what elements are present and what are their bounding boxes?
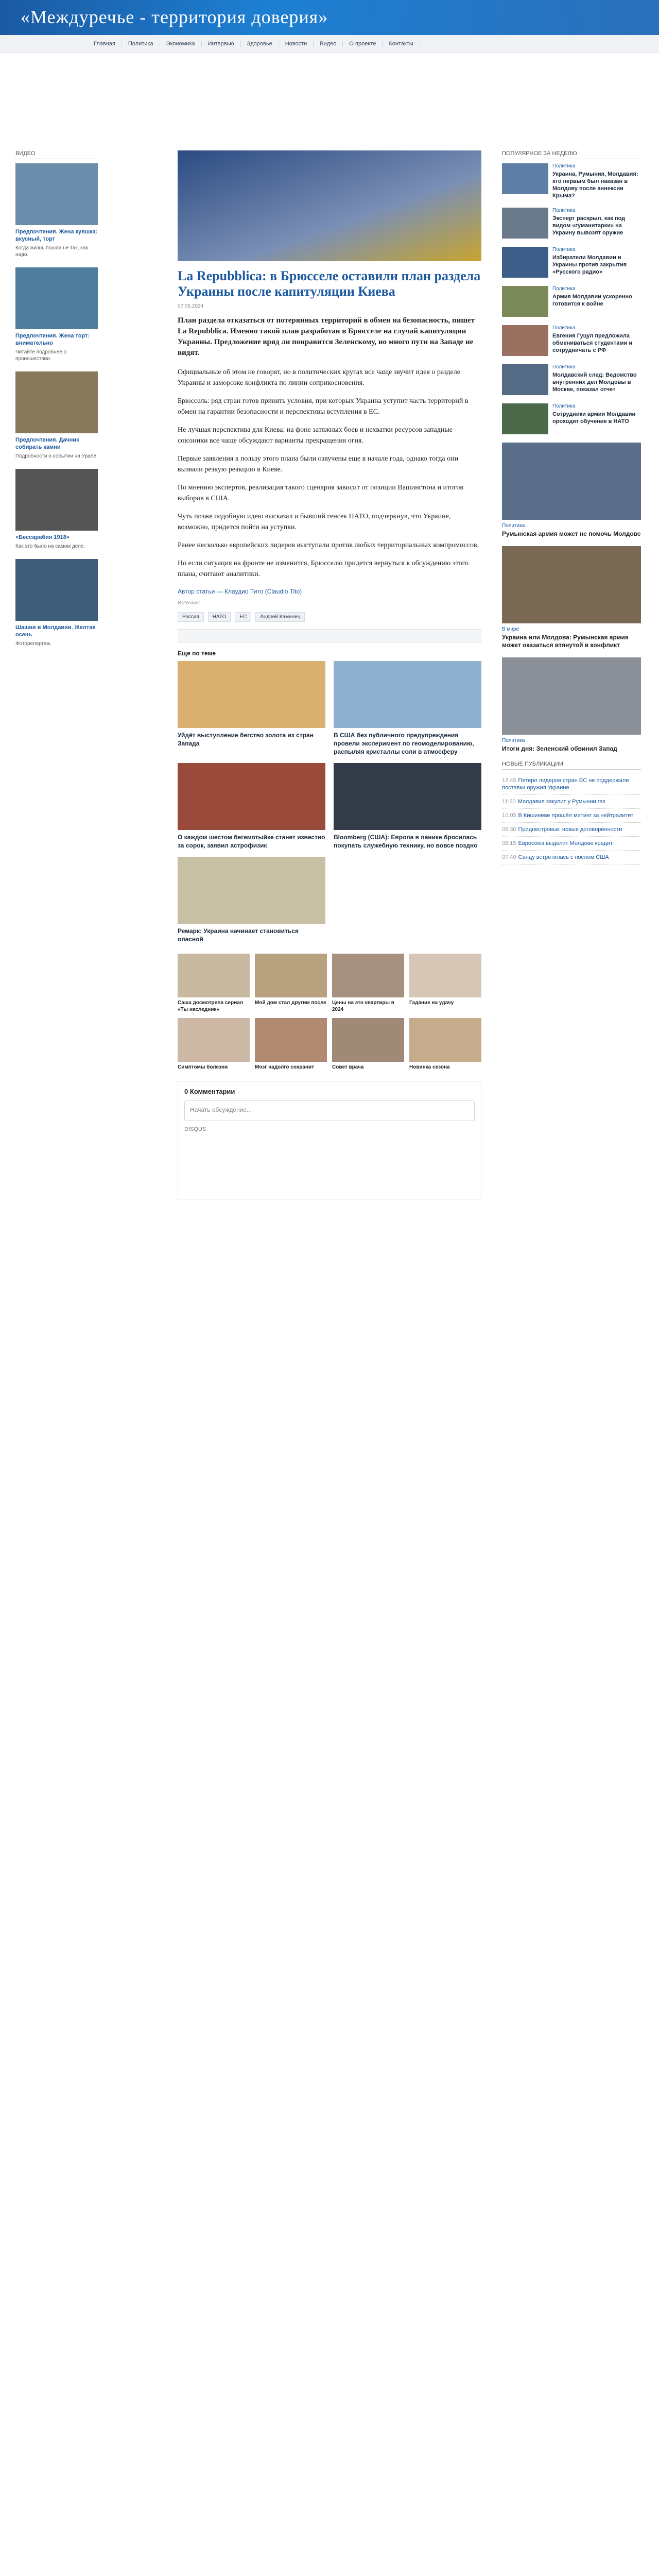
news-title[interactable]: Приднестровье: новые договорённости bbox=[518, 826, 622, 833]
article-title: La Repubblica: в Брюсселе оставили план раздела Украины после капитуляции Киева bbox=[178, 268, 481, 299]
popular-category[interactable]: Политика bbox=[552, 403, 576, 409]
popular-item[interactable] bbox=[502, 325, 641, 356]
ad-title[interactable]: Новинка сезона bbox=[409, 1064, 450, 1070]
article-lead: План раздела отказаться от потерянных территорий в обмен на безопасность, пишет La Repubblica. Именно такой план разработан в Брюсселе на случай капитуляции Украины. Предложение вряд ли понравится Зеленскому, но много пути на Западе не видят. bbox=[178, 316, 475, 357]
feature-title[interactable]: Украина или Молдова: Румынская армия может оказаться втянутой в конфликт bbox=[502, 634, 629, 649]
news-section-label: НОВЫЕ ПУБЛИКАЦИИ bbox=[502, 761, 641, 770]
related-image[interactable] bbox=[178, 661, 325, 728]
popular-image[interactable] bbox=[502, 364, 548, 395]
related-card[interactable] bbox=[178, 857, 325, 943]
popular-title[interactable]: Украина, Румыния, Молдавия: кто первым был наказан в Молдову после аннексии Крыма? bbox=[552, 171, 638, 199]
right-sidebar bbox=[502, 150, 641, 865]
popular-image[interactable] bbox=[502, 403, 548, 434]
nav-item[interactable]: Главная bbox=[88, 41, 122, 47]
popular-title[interactable]: Евгения Гуцул предложила обмениваться студентами и сотрудничать с РФ bbox=[552, 333, 633, 353]
ad-image[interactable] bbox=[178, 954, 250, 997]
nav-item[interactable]: О проекте bbox=[343, 41, 383, 47]
popular-item[interactable] bbox=[502, 163, 641, 199]
popular-image[interactable] bbox=[502, 286, 548, 317]
video-text: Фоторепортаж. bbox=[15, 641, 51, 647]
video-thumbnail[interactable] bbox=[15, 267, 98, 329]
article-tags bbox=[178, 612, 481, 622]
article-date: 07.06.2024 bbox=[178, 303, 204, 309]
news-time: 10:05 bbox=[502, 812, 516, 819]
tag[interactable]: ЕС bbox=[235, 612, 251, 622]
popular-category[interactable]: Политика bbox=[552, 286, 576, 292]
video-thumbnail[interactable] bbox=[15, 163, 98, 225]
ad-image[interactable] bbox=[409, 1018, 481, 1062]
popular-category[interactable]: Политика bbox=[552, 325, 576, 331]
article-paragraph: Первые заявления в пользу этого плана были озвучены еще в начале года, однако тогда они вызвали резкую реакцию в Киеве. bbox=[178, 455, 459, 473]
related-heading: Еще по теме bbox=[178, 650, 216, 657]
ad-card[interactable] bbox=[255, 1018, 327, 1071]
news-time: 07:40 bbox=[502, 854, 516, 860]
comments-count: 0 Комментарии bbox=[184, 1088, 235, 1095]
nav-item[interactable]: Контакты bbox=[383, 41, 420, 47]
left-video-item[interactable] bbox=[15, 559, 98, 647]
ad-card[interactable] bbox=[332, 1018, 404, 1071]
left-video-item[interactable] bbox=[15, 469, 98, 550]
related-title[interactable]: Уйдёт выступление бегство золота из стран Запада bbox=[178, 732, 314, 747]
related-title[interactable]: В США без публичного предупреждения провели эксперимент по геомоделированию, распыляя кристаллы соли в атмосферу bbox=[334, 732, 474, 755]
article-source[interactable]: Источник bbox=[178, 600, 200, 606]
popular-title[interactable]: Молдавский след: Ведомство внутренних дел Молдовы в Москве, показал отчет bbox=[552, 372, 637, 393]
news-time: 11:20 bbox=[502, 799, 516, 805]
ad-image[interactable] bbox=[178, 1018, 250, 1062]
comment-input[interactable]: Начать обсуждение... bbox=[184, 1100, 475, 1121]
popular-image[interactable] bbox=[502, 208, 548, 239]
related-title[interactable]: О каждом шестом бегемотыйке станет известно за сорок, заявил астрофизик bbox=[178, 834, 325, 849]
ad-image[interactable] bbox=[332, 1018, 404, 1062]
article-paragraph: Официальные об этом не говорят, но в политических кругах все чаще звучит идея о разделе Украины и заморозке конфликта по линии соприкосновения. bbox=[178, 368, 460, 387]
related-image[interactable] bbox=[334, 661, 481, 728]
ad-title[interactable]: Мой дом стал другим после bbox=[255, 1000, 326, 1006]
news-title[interactable]: Санду встретилась с послом США bbox=[518, 854, 609, 860]
video-text: Как это было на самом деле. bbox=[15, 544, 85, 549]
popular-category[interactable]: Политика bbox=[552, 163, 576, 169]
nav-item[interactable]: Новости bbox=[279, 41, 314, 47]
nav-item[interactable]: Здоровье bbox=[241, 41, 279, 47]
popular-item[interactable] bbox=[502, 286, 641, 317]
ad-grid bbox=[178, 954, 481, 1071]
ad-title[interactable]: Совет врача bbox=[332, 1064, 364, 1070]
related-grid bbox=[178, 661, 481, 943]
nav-item[interactable]: Экономика bbox=[160, 41, 202, 47]
disqus-logo[interactable]: DISQUS bbox=[184, 1126, 206, 1132]
main-nav bbox=[0, 35, 659, 53]
related-image[interactable] bbox=[178, 763, 325, 830]
tag[interactable]: Андрей Каминец bbox=[255, 612, 305, 622]
ad-card[interactable] bbox=[178, 954, 250, 1013]
news-title[interactable]: Пятеро лидеров стран ЕС не поддержали поставки оружия Украине bbox=[502, 777, 629, 791]
ad-title[interactable]: Саша досмотрела сериал «Ты наследник» bbox=[178, 1000, 244, 1012]
feature-image[interactable] bbox=[502, 443, 641, 520]
related-image[interactable] bbox=[178, 857, 325, 924]
video-title[interactable]: Предпочтения. Жена кувшка: вкусный, торт bbox=[15, 229, 98, 242]
ad-image[interactable] bbox=[255, 1018, 327, 1062]
left-video-item[interactable] bbox=[15, 371, 98, 460]
ad-title[interactable]: Симптомы болезни bbox=[178, 1064, 228, 1070]
popular-title[interactable]: Армия Молдавии ускоренно готовится к войне bbox=[552, 294, 632, 307]
ad-image[interactable] bbox=[255, 954, 327, 997]
ad-card[interactable] bbox=[178, 1018, 250, 1071]
news-item[interactable] bbox=[502, 774, 641, 795]
nav-item[interactable]: Видео bbox=[314, 41, 343, 47]
popular-item[interactable] bbox=[502, 364, 641, 395]
news-item[interactable] bbox=[502, 809, 641, 823]
left-video-item[interactable] bbox=[15, 163, 98, 258]
article-author[interactable]: Автор статьи — Клаудио Тито (Claudio Tito) bbox=[178, 588, 302, 595]
feature-item[interactable] bbox=[502, 443, 641, 538]
popular-item[interactable] bbox=[502, 208, 641, 239]
news-title[interactable]: В Кишинёве прошёл митинг за нейтралитет bbox=[518, 812, 634, 819]
news-item[interactable] bbox=[502, 795, 641, 809]
feature-item[interactable] bbox=[502, 657, 641, 753]
news-item[interactable] bbox=[502, 851, 641, 865]
ad-title[interactable]: Мозг надолго сохранит bbox=[255, 1064, 315, 1070]
popular-category[interactable]: Политика bbox=[552, 208, 576, 213]
ad-card[interactable] bbox=[332, 954, 404, 1013]
feature-image[interactable] bbox=[502, 657, 641, 735]
article-hero-image bbox=[178, 150, 481, 261]
share-bar[interactable] bbox=[178, 629, 481, 642]
news-item[interactable] bbox=[502, 837, 641, 851]
article-paragraph: Чуть позже подобную идею высказал и бывший генсек НАТО, подчеркнув, что Украине, возможно, придется пойти на уступки. bbox=[178, 513, 451, 531]
news-time: 08:15 bbox=[502, 840, 516, 846]
article-paragraph: По мнению экспертов, реализация такого сценария зависит от позиции Вашингтона и итогов выборов в США. bbox=[178, 484, 463, 502]
article-column bbox=[178, 150, 481, 1210]
related-image[interactable] bbox=[334, 763, 481, 830]
video-title[interactable]: Предпочтения. Жена торт: внимательно bbox=[15, 333, 90, 346]
article-paragraph: Но если ситуация на фронте не изменится, Брюсселю придется вернуться к обсуждению этого плана, считают аналитики. bbox=[178, 560, 469, 578]
video-title[interactable]: Предпочтения. Дачник собирать камни bbox=[15, 437, 79, 450]
feature-category[interactable]: В мире bbox=[502, 626, 519, 632]
popular-title[interactable]: Сотрудники армии Молдавии проходят обучение в НАТО bbox=[552, 411, 636, 425]
feature-title[interactable]: Итоги дня: Зеленский обвинил Запад bbox=[502, 745, 617, 752]
popular-image[interactable] bbox=[502, 325, 548, 356]
video-title[interactable]: «Бессарабия 1918» bbox=[15, 534, 70, 540]
ad-card[interactable] bbox=[409, 1018, 481, 1071]
related-title[interactable]: Bloomberg (США): Европа в панике бросилась покупать служебную технику, но вовсе поздно bbox=[334, 834, 478, 849]
ad-card[interactable] bbox=[409, 954, 481, 1013]
popular-title[interactable]: Эксперт раскрыл, как под видом «гуманитарки» на Украину вывозят оружие bbox=[552, 215, 626, 236]
popular-item[interactable] bbox=[502, 247, 641, 278]
site-header bbox=[0, 0, 659, 35]
video-title[interactable]: Шашни в Молдавии. Желтая осень bbox=[15, 624, 96, 638]
nav-item[interactable]: Интервью bbox=[202, 41, 241, 47]
article-paragraph: Ранее несколько европейских лидеров выступали против любых территориальных компромиссов. bbox=[178, 541, 479, 549]
news-item[interactable] bbox=[502, 823, 641, 837]
related-title[interactable]: Ремарк: Украина начинает становиться опасной bbox=[178, 927, 299, 943]
article-paragraph: Брюссель: ряд стран готов принять условия, при которых Украина уступит часть территорий в обмен на гарантии безопасности и перспективы вступления в ЕС. bbox=[178, 397, 469, 416]
news-time: 12:45 bbox=[502, 777, 516, 784]
popular-title[interactable]: Избиратели Молдавии и Украины против закрытия «Русского радио» bbox=[552, 255, 627, 275]
video-thumbnail[interactable] bbox=[15, 469, 98, 531]
popular-category[interactable]: Политика bbox=[552, 247, 576, 252]
ad-title[interactable]: Гадание на удачу bbox=[409, 1000, 454, 1006]
popular-item[interactable] bbox=[502, 403, 641, 434]
related-card[interactable] bbox=[178, 661, 325, 756]
video-thumbnail[interactable] bbox=[15, 371, 98, 433]
related-card[interactable] bbox=[334, 763, 481, 850]
news-list bbox=[502, 774, 641, 865]
popular-category[interactable]: Политика bbox=[552, 364, 576, 370]
nav-item[interactable]: Политика bbox=[122, 41, 160, 47]
feature-category[interactable]: Политика bbox=[502, 523, 525, 529]
video-text: Когда жизнь пошла не так, как надо. bbox=[15, 245, 88, 258]
article-paragraph: Не лучшая перспектива для Киева: на фоне затяжных боев и нехватки ресурсов западные союзники все чаще обсуждают варианты прекращения огня. bbox=[178, 426, 453, 445]
left-video-item[interactable] bbox=[15, 267, 98, 362]
ad-card[interactable] bbox=[255, 954, 327, 1013]
feature-image[interactable] bbox=[502, 546, 641, 623]
news-time: 09:30 bbox=[502, 826, 516, 833]
comments-section bbox=[178, 1081, 481, 1199]
site-logo[interactable]: «Междуречье - территория доверия» bbox=[21, 7, 328, 27]
tag[interactable]: НАТО bbox=[208, 612, 231, 622]
feature-title[interactable]: Румынская армия может не помочь Молдове bbox=[502, 530, 641, 537]
related-card[interactable] bbox=[178, 763, 325, 850]
video-thumbnail[interactable] bbox=[15, 559, 98, 621]
feature-category[interactable]: Политика bbox=[502, 738, 525, 743]
video-text: Подробности о событии на Урале. bbox=[15, 453, 98, 459]
ad-image[interactable] bbox=[332, 954, 404, 997]
related-card[interactable] bbox=[334, 661, 481, 756]
left-sidebar bbox=[15, 150, 98, 656]
ad-image[interactable] bbox=[409, 954, 481, 997]
news-title[interactable]: Молдавия закупит у Румынии газ bbox=[517, 799, 605, 805]
right-section-label: ПОПУЛЯРНОЕ ЗА НЕДЕЛЮ bbox=[502, 150, 641, 159]
left-section-label: ВИДЕО bbox=[15, 150, 98, 159]
tag[interactable]: Россия bbox=[178, 612, 204, 622]
news-title[interactable]: Евросоюз выделит Молдове кредит bbox=[518, 840, 613, 846]
popular-image[interactable] bbox=[502, 163, 548, 194]
video-text: Читайте подробнее о происшествии. bbox=[15, 349, 67, 362]
ad-title[interactable]: Цены на это квартиры в 2024 bbox=[332, 1000, 394, 1012]
popular-image[interactable] bbox=[502, 247, 548, 278]
feature-item[interactable] bbox=[502, 546, 641, 649]
